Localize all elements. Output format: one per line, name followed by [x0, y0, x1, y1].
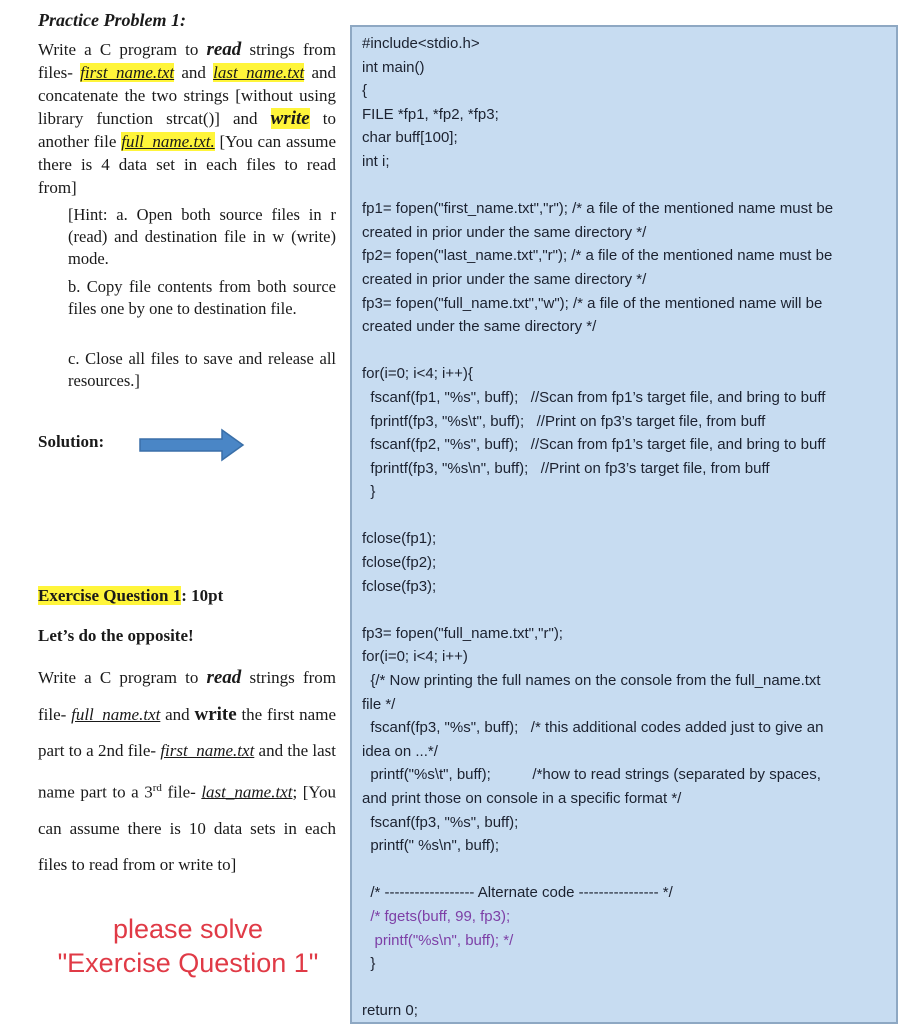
code-line: /* fgets(buff, 99, fp3); — [362, 907, 511, 925]
hint-c: c. Close all files to save and release all resources.] — [68, 349, 336, 390]
code-line: fp1= fopen("first_name.txt","r"); /* a file of the mentioned name must be — [362, 200, 834, 218]
code-line: fscanf(fp3, "%s", buff); — [362, 813, 519, 831]
right-arrow-icon — [138, 428, 246, 462]
code-line: printf(" %s\n", buff); — [362, 837, 500, 855]
code-line — [362, 598, 892, 622]
code-line: fclose(fp1); — [362, 530, 437, 548]
read-keyword: read — [206, 39, 242, 60]
code-line: /* ------------------ Alternate code ---------------- */ — [362, 884, 673, 902]
code-line: printf("%s\n", buff); */ — [362, 931, 514, 949]
code-line: } — [362, 955, 376, 973]
hint-a: [Hint: a. Open both source files in r (read) and destination file in w (write) mode. — [68, 205, 336, 268]
practice-problem-text: Write a C program to read strings from files- first_name.txt and last_name.txt and concatenate the two strings [without using library function strcat()] and write to another file full_name.txt. [You can assume there is 4 data set in each files to read from] — [38, 39, 337, 197]
code-line: fp3= fopen("full_name.txt","r"); — [362, 624, 563, 642]
code-line: } — [362, 483, 376, 501]
code-line: fp3= fopen("full_name.txt","w"); /* a file of the mentioned name will be — [362, 294, 823, 312]
code-line: created in prior under the same directory */ — [362, 223, 647, 241]
code-line: fp2= fopen("last_name.txt","r"); /* a file of the mentioned name must be — [362, 247, 833, 265]
exercise-text: Write a C program to read strings from file- full_name.txt and write the first name part to a 2nd file- first_name.txt and the last name part to a 3rd file- last_name.txt; [You can assume there is 10 data sets in each files to read from or write to] — [38, 667, 337, 875]
code-line: fprintf(fp3, "%s\n", buff); //Print on fp3’s target file, from buff — [362, 459, 770, 477]
code-line: printf("%s\t", buff); /*how to read strings (separated by spaces, — [362, 766, 821, 784]
code-line — [362, 504, 892, 528]
write-keyword: write — [270, 108, 310, 129]
code-line: fscanf(fp2, "%s", buff); //Scan from fp1’s target file, and bring to buff — [362, 436, 826, 454]
code-line: int i; — [362, 152, 390, 170]
code-line: fclose(fp3); — [362, 577, 437, 595]
code-line: file */ — [362, 695, 396, 713]
code-line: int main() — [362, 58, 425, 76]
code-line: fscanf(fp1, "%s", buff); //Scan from fp1’s target file, and bring to buff — [362, 388, 826, 406]
full-name-file: full_name.txt. — [121, 132, 215, 151]
code-line: fscanf(fp3, "%s", buff); /* this additional codes added just to give an — [362, 719, 824, 737]
code-line: idea on ...*/ — [362, 742, 438, 760]
code-line: for(i=0; i<4; i++) — [362, 648, 468, 666]
code-line: fclose(fp2); — [362, 554, 437, 572]
code-line: FILE *fp1, *fp2, *fp3; — [362, 105, 499, 123]
code-line — [362, 339, 892, 363]
code-line: for(i=0; i<4; i++){ — [362, 365, 473, 383]
code-line: fprintf(fp3, "%s\t", buff); //Print on fp3’s target file, from buff — [362, 412, 766, 430]
code-line: { — [362, 82, 368, 100]
code-line: char buff[100]; — [362, 129, 458, 147]
code-line: #include<stdio.h> — [362, 35, 480, 52]
code-line — [362, 174, 892, 198]
code-line — [362, 976, 892, 1000]
solution-label: Solution: — [38, 432, 105, 451]
hint-b: b. Copy file contents from both source files one by one to destination file. — [68, 277, 336, 318]
first-name-file: first_name.txt — [80, 63, 175, 82]
code-listing — [362, 32, 892, 1023]
code-line — [362, 858, 892, 882]
practice-problem-title: Practice Problem 1: — [38, 10, 186, 30]
code-line: {/* Now printing the full names on the console from the full_name.txt — [362, 672, 821, 690]
code-line: and print those on console in a specific format */ — [362, 790, 682, 807]
code-line: return 0; — [362, 1002, 418, 1020]
request-note: please solve "Exercise Question 1" — [57, 914, 319, 978]
last-name-file: last_name.txt — [213, 63, 305, 82]
exercise-subtitle: Let’s do the opposite! — [38, 626, 194, 645]
code-line: created under the same directory */ — [362, 318, 597, 336]
exercise-title: Exercise Question 1: 10pt — [38, 586, 224, 605]
code-line: created in prior under the same directory */ — [362, 270, 647, 288]
code-box — [350, 25, 898, 1024]
